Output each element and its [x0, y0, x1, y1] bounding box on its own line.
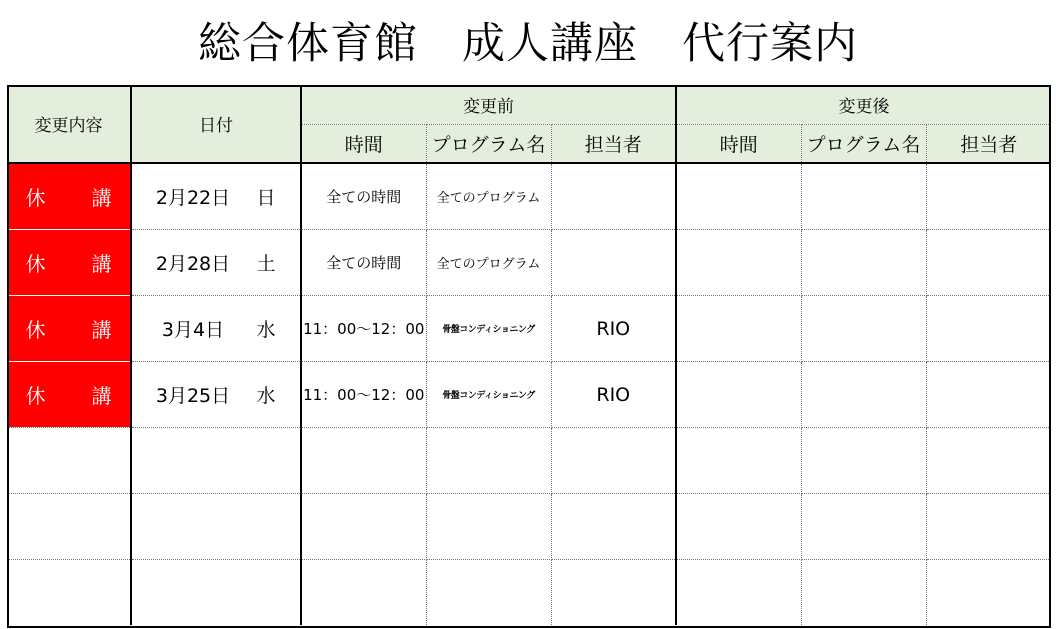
header-before-staff: 担当者 — [551, 125, 676, 164]
before-staff-cell: RIO — [551, 362, 676, 428]
empty-cell — [131, 428, 301, 494]
weekday-text: 土 — [256, 253, 276, 275]
ko-label: 講 — [91, 252, 112, 276]
before-program-cell: 全てのプログラム — [426, 230, 551, 296]
empty-cell — [676, 560, 801, 626]
header-after-staff: 担当者 — [926, 125, 1051, 164]
empty-cell — [131, 560, 301, 626]
after-program-cell — [801, 163, 926, 230]
empty-cell — [301, 428, 426, 494]
empty-row — [7, 494, 1051, 560]
before-staff-cell: RIO — [551, 296, 676, 362]
empty-cell — [801, 494, 926, 560]
after-program-cell — [801, 296, 926, 362]
schedule-table — [7, 85, 1051, 625]
empty-cell — [7, 560, 131, 626]
header-after-time: 時間 — [676, 125, 801, 164]
empty-row — [7, 560, 1051, 626]
ko-label: 講 — [91, 384, 112, 408]
empty-cell — [551, 428, 676, 494]
empty-cell — [801, 560, 926, 626]
header-before-time: 時間 — [301, 125, 426, 164]
before-time-cell: 11：00～12：00 — [301, 362, 426, 428]
change-type-cell — [7, 230, 131, 296]
date-cell — [131, 163, 301, 230]
empty-cell — [301, 494, 426, 560]
after-program-cell — [801, 362, 926, 428]
weekday-text: 日 — [256, 187, 276, 209]
table-row — [7, 230, 1051, 296]
kyu-label: 休 — [25, 318, 46, 342]
ko-label: 講 — [91, 318, 112, 342]
after-program-cell — [801, 230, 926, 296]
after-staff-cell — [926, 362, 1051, 428]
ko-label: 講 — [91, 186, 112, 210]
table-row — [7, 296, 1051, 362]
empty-cell — [301, 560, 426, 626]
header-change-type: 変更内容 — [7, 85, 131, 163]
empty-cell — [676, 428, 801, 494]
empty-cell — [801, 428, 926, 494]
before-program-cell: 全てのプログラム — [426, 163, 551, 230]
after-time-cell — [676, 163, 801, 230]
kyu-label: 休 — [25, 252, 46, 276]
empty-row — [7, 428, 1051, 494]
kyu-label: 休 — [25, 186, 46, 210]
date-text: 2月28日 — [155, 253, 231, 275]
after-time-cell — [676, 230, 801, 296]
kyu-label: 休 — [25, 384, 46, 408]
empty-cell — [926, 560, 1051, 626]
before-time-cell: 全ての時間 — [301, 230, 426, 296]
empty-cell — [926, 494, 1051, 560]
empty-cell — [676, 494, 801, 560]
date-text: 2月22日 — [155, 187, 231, 209]
empty-cell — [426, 560, 551, 626]
before-time-cell: 11：00～12：00 — [301, 296, 426, 362]
page-title: 総合体育館 成人講座 代行案内 — [198, 19, 858, 69]
before-program-cell: 骨盤コンディショニング — [426, 362, 551, 428]
header-after: 変更後 — [676, 85, 1051, 125]
table-row — [7, 362, 1051, 428]
date-cell — [131, 362, 301, 428]
table-row — [7, 163, 1051, 230]
before-staff-cell — [551, 230, 676, 296]
header-before: 変更前 — [301, 85, 676, 125]
change-type-cell — [7, 163, 131, 230]
empty-cell — [926, 428, 1051, 494]
before-time-cell: 全ての時間 — [301, 163, 426, 230]
date-text: 3月25日 — [155, 385, 231, 407]
before-program-cell: 骨盤コンディショニング — [426, 296, 551, 362]
empty-cell — [7, 494, 131, 560]
after-staff-cell — [926, 230, 1051, 296]
empty-cell — [426, 494, 551, 560]
date-cell — [131, 296, 301, 362]
weekday-text: 水 — [256, 385, 276, 407]
empty-cell — [131, 494, 301, 560]
empty-cell — [7, 428, 131, 494]
change-type-cell — [7, 362, 131, 428]
before-staff-cell — [551, 163, 676, 230]
after-time-cell — [676, 362, 801, 428]
empty-cell — [551, 494, 676, 560]
empty-cell — [551, 560, 676, 626]
header-before-program: プログラム名 — [426, 125, 551, 164]
date-text: 3月4日 — [161, 319, 225, 341]
weekday-text: 水 — [256, 319, 276, 341]
header-after-program: プログラム名 — [801, 125, 926, 164]
change-type-cell — [7, 296, 131, 362]
after-staff-cell — [926, 296, 1051, 362]
after-staff-cell — [926, 163, 1051, 230]
date-cell — [131, 230, 301, 296]
after-time-cell — [676, 296, 801, 362]
header-date: 日付 — [131, 85, 301, 163]
empty-cell — [426, 428, 551, 494]
